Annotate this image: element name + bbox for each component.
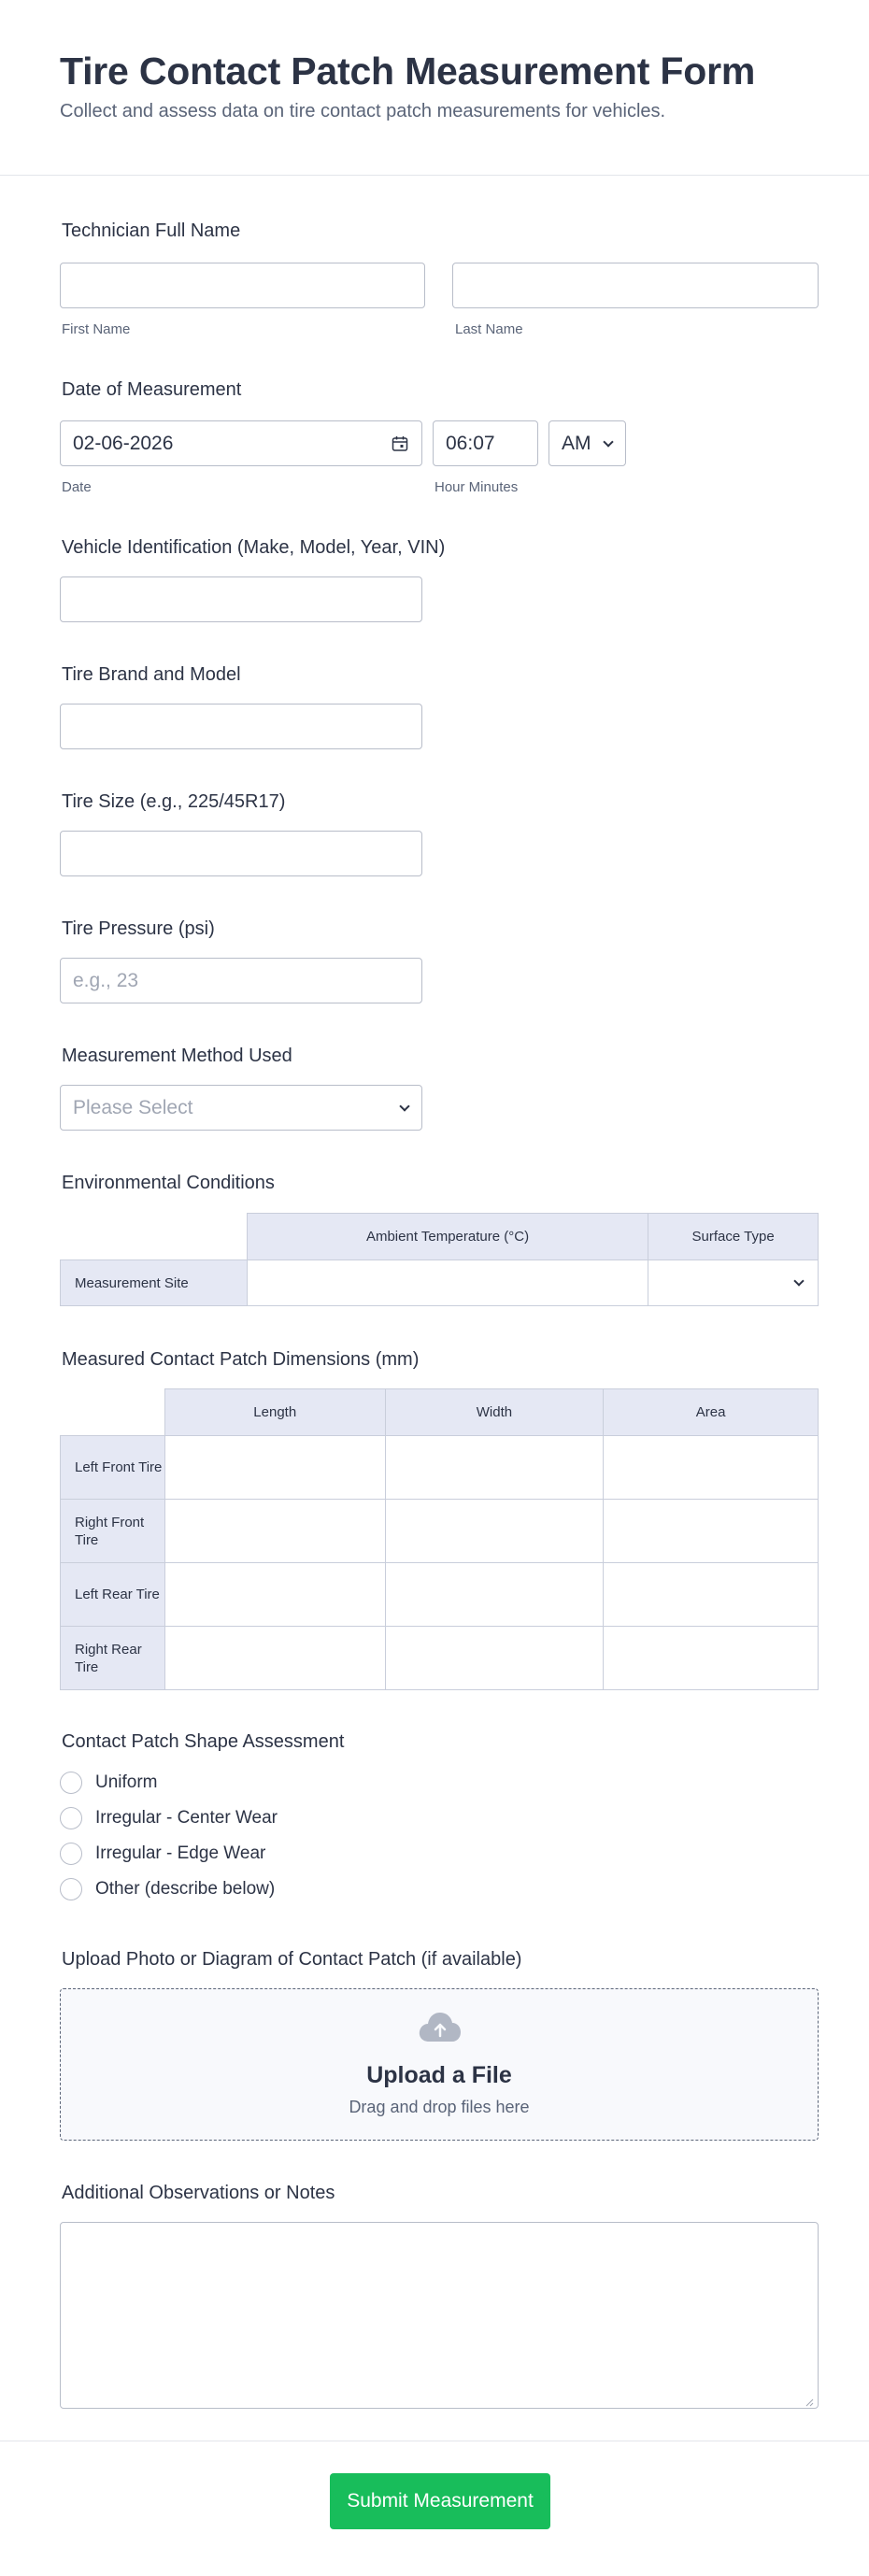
area-cell-input[interactable] xyxy=(604,1563,819,1627)
radio-option-center-wear[interactable] xyxy=(60,1807,278,1829)
method-label: Measurement Method Used xyxy=(62,1046,292,1066)
technician-label: Technician Full Name xyxy=(62,221,241,241)
time-input[interactable]: 06:07 xyxy=(433,420,538,466)
date-value: 02-06-2026 xyxy=(73,432,174,454)
table-corner xyxy=(61,1389,165,1436)
column-header: Ambient Temperature (°C) xyxy=(247,1214,648,1260)
method-select[interactable] xyxy=(60,1085,422,1131)
radio-option-uniform[interactable] xyxy=(60,1772,158,1794)
upload-label: Upload Photo or Diagram of Contact Patch (if available) xyxy=(62,1949,522,1970)
tire-size-input[interactable] xyxy=(60,831,422,876)
radio-circle[interactable] xyxy=(60,1807,82,1829)
length-cell-input[interactable] xyxy=(164,1563,385,1627)
vehicle-input[interactable] xyxy=(60,576,422,622)
temperature-cell-input[interactable] xyxy=(247,1260,648,1306)
file-upload-dropzone[interactable] xyxy=(60,1988,819,2141)
form-header xyxy=(0,0,869,176)
form-subtitle: Collect and assess data on tire contact patch measurements for vehicles. xyxy=(60,101,666,121)
cloud-upload-icon xyxy=(418,2010,463,2048)
chevron-down-icon xyxy=(399,1101,409,1111)
tire-pressure-input[interactable]: e.g., 23 xyxy=(60,958,422,1003)
tire-brand-input[interactable] xyxy=(60,704,422,749)
row-header: Measurement Site xyxy=(61,1260,248,1306)
column-header: Surface Type xyxy=(648,1214,819,1260)
tire-brand-label: Tire Brand and Model xyxy=(62,664,241,685)
radio-circle[interactable] xyxy=(60,1772,82,1794)
ampm-select[interactable] xyxy=(548,420,626,466)
last-name-input[interactable] xyxy=(452,263,819,308)
resize-handle-icon[interactable] xyxy=(805,2395,814,2404)
ampm-value: AM xyxy=(562,432,591,454)
date-label: Date of Measurement xyxy=(62,379,242,400)
date-sublabel: Date xyxy=(62,479,92,495)
submit-button[interactable]: Submit Measurement xyxy=(330,2473,550,2529)
length-cell-input[interactable] xyxy=(164,1500,385,1563)
first-name-sublabel: First Name xyxy=(62,321,131,337)
length-cell-input[interactable] xyxy=(164,1627,385,1690)
width-cell-input[interactable] xyxy=(385,1436,604,1500)
column-header: Length xyxy=(164,1389,385,1436)
row-header: Right Front Tire xyxy=(61,1500,165,1563)
column-header: Width xyxy=(385,1389,604,1436)
radio-label: Irregular - Edge Wear xyxy=(95,1843,266,1863)
radio-label: Irregular - Center Wear xyxy=(95,1808,278,1828)
area-cell-input[interactable] xyxy=(604,1500,819,1563)
radio-option-other[interactable] xyxy=(60,1878,275,1900)
date-input[interactable] xyxy=(60,420,422,466)
radio-circle[interactable] xyxy=(60,1878,82,1900)
form-title: Tire Contact Patch Measurement Form xyxy=(60,50,756,93)
last-name-sublabel: Last Name xyxy=(455,321,523,337)
area-cell-input[interactable] xyxy=(604,1436,819,1500)
column-header: Area xyxy=(604,1389,819,1436)
row-header: Left Front Tire xyxy=(61,1436,165,1500)
chevron-down-icon xyxy=(603,436,613,447)
notes-textarea[interactable] xyxy=(60,2222,819,2409)
width-cell-input[interactable] xyxy=(385,1500,604,1563)
row-header: Right Rear Tire xyxy=(61,1627,165,1690)
calendar-icon[interactable] xyxy=(392,435,408,452)
method-placeholder: Please Select xyxy=(73,1096,193,1118)
length-cell-input[interactable] xyxy=(164,1436,385,1500)
table-corner xyxy=(61,1214,248,1260)
surface-type-select[interactable] xyxy=(648,1260,819,1306)
width-cell-input[interactable] xyxy=(385,1627,604,1690)
row-header: Left Rear Tire xyxy=(61,1563,165,1627)
upload-title: Upload a File xyxy=(366,2062,512,2088)
tire-size-label: Tire Size (e.g., 225/45R17) xyxy=(62,791,286,812)
radio-circle[interactable] xyxy=(60,1843,82,1865)
environment-label: Environmental Conditions xyxy=(62,1173,275,1193)
time-sublabel: Hour Minutes xyxy=(434,479,519,495)
shape-label: Contact Patch Shape Assessment xyxy=(62,1731,345,1752)
first-name-input[interactable] xyxy=(60,263,425,308)
dimensions-table xyxy=(60,1388,819,1690)
notes-label: Additional Observations or Notes xyxy=(62,2183,335,2203)
radio-label: Other (describe below) xyxy=(95,1879,276,1899)
vehicle-label: Vehicle Identification (Make, Model, Year, VIN) xyxy=(62,537,446,558)
tire-pressure-label: Tire Pressure (psi) xyxy=(62,918,215,939)
area-cell-input[interactable] xyxy=(604,1627,819,1690)
radio-label: Uniform xyxy=(95,1772,158,1792)
width-cell-input[interactable] xyxy=(385,1563,604,1627)
upload-subtitle: Drag and drop files here xyxy=(349,2098,530,2116)
environment-table xyxy=(60,1213,819,1306)
chevron-down-icon xyxy=(793,1275,804,1286)
radio-option-edge-wear[interactable] xyxy=(60,1843,265,1865)
dimensions-label: Measured Contact Patch Dimensions (mm) xyxy=(62,1349,420,1370)
